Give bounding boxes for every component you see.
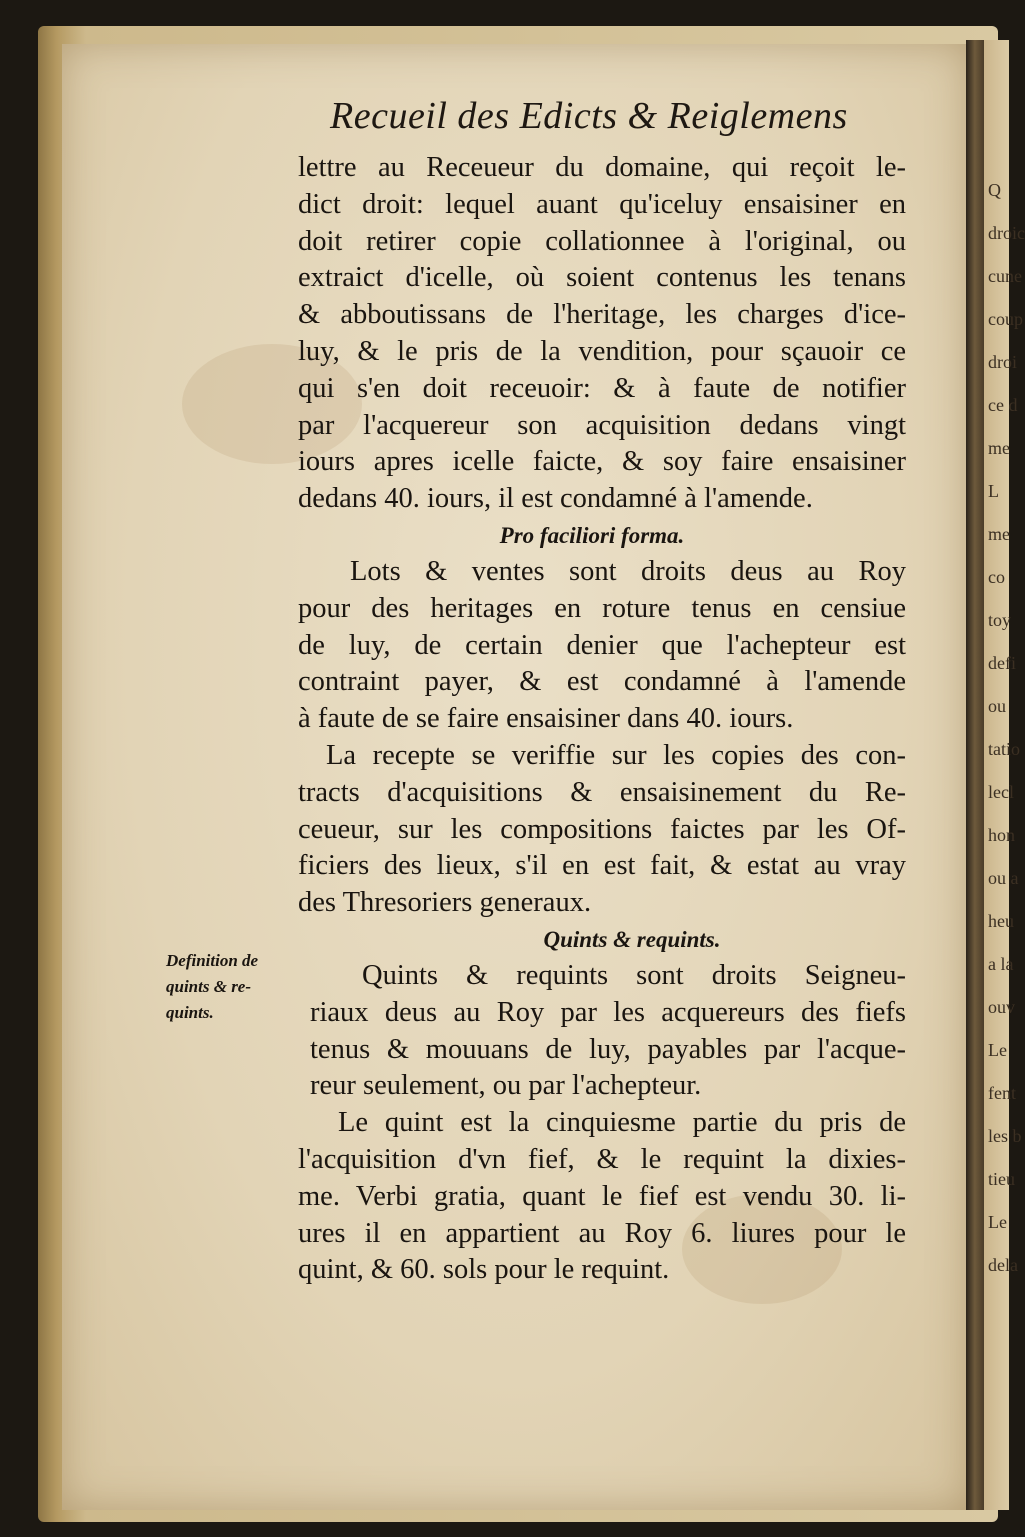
facing-page-fragment: Q (988, 180, 1001, 200)
facing-page-fragment: Le (988, 1212, 1007, 1232)
section-heading: Pro faciliori forma. (499, 522, 685, 548)
body-text (298, 150, 906, 1289)
facing-page-fragment: dela (988, 1255, 1018, 1275)
section-heading: Quints & requints. (543, 926, 721, 952)
text-line: quint, & 60. sols pour le requint. (298, 1254, 670, 1286)
text-line: de luy, de certain denier que l'achepteur est (298, 629, 906, 661)
text-line: Lots & ventes sont droits deus au Roy (350, 555, 906, 587)
text-line: doit retirer copie collationnee à l'original, ou (298, 225, 906, 257)
margin-note-line: Definition de (166, 951, 259, 970)
facing-page-fragment: co (988, 567, 1005, 587)
text-line: extraict d'icelle, où soient contenus les tenans (298, 262, 906, 294)
text-line: pour des heritages en roture tenus en censiue (298, 592, 906, 624)
paragraph-lots-ventes (298, 554, 906, 738)
facing-page-fragment: L (988, 481, 999, 501)
text-line: reur seulement, ou par l'achepteur. (310, 1070, 702, 1102)
text-line: des Thresoriers generaux. (298, 887, 592, 919)
facing-page-fragment: a la (988, 954, 1014, 974)
facing-page-fragment: me (988, 438, 1010, 458)
margin-note-line: quints & re- (166, 977, 252, 996)
facing-page-fragment: ce d (988, 395, 1018, 415)
paragraph-quint-definition (298, 1105, 906, 1289)
text-line: ficiers des lieux, s'il en est fait, & estat au vray (298, 850, 906, 882)
text-line: par l'acquereur son acquisition dedans vingt (298, 409, 906, 441)
facing-page-fragment: me (988, 524, 1010, 544)
text-line: iours apres icelle faicte, & soy faire ensaisiner (298, 446, 906, 478)
facing-page-fragment: droi (988, 352, 1017, 372)
facing-page-fragment: Le (988, 1040, 1007, 1060)
paragraph-continuation (298, 150, 906, 518)
facing-page-fragment: tatio (988, 739, 1020, 759)
text-line: qui s'en doit receuoir: & à faute de notifier (298, 372, 906, 404)
text-line: Le quint est la cinquiesme partie du pris de (338, 1107, 906, 1139)
text-line: dict droit: lequel auant qu'iceluy ensaisiner en (298, 188, 906, 220)
text-line: riaux deus au Roy par les acquereurs des fiefs (310, 996, 906, 1028)
text-line: tenus & mouuans de luy, payables par l'acque- (310, 1033, 906, 1065)
margin-note (166, 948, 316, 1026)
paragraph-quints (310, 958, 906, 1105)
facing-page-fragment: ouv (988, 997, 1015, 1017)
text-line: ures il en appartient au Roy 6. liures pour le (298, 1217, 906, 1249)
facing-page-fragment: fent (988, 1083, 1016, 1103)
facing-page-fragment: ou a (988, 868, 1019, 888)
text-line: l'acquisition d'vn fief, & le requint la dixies- (298, 1143, 906, 1175)
facing-page-fragment: tieu (988, 1169, 1015, 1189)
facing-page-fragment: droic (988, 223, 1025, 243)
facing-page-fragment: hon (988, 825, 1015, 845)
facing-page-fragment: lecl (988, 782, 1014, 802)
facing-page-fragment: defi (988, 653, 1016, 673)
margin-note-line: quints. (166, 1003, 214, 1022)
facing-page-fragment: heu (988, 911, 1014, 931)
text-line: me. Verbi gratia, quant le fief est vendu 30. li- (298, 1180, 906, 1212)
facing-page-fragment: cune (988, 266, 1022, 286)
text-line: tracts d'acquisitions & ensaisinement du Re- (298, 776, 906, 808)
text-line: à faute de se faire ensaisiner dans 40. iours. (298, 703, 794, 735)
text-line: luy, & le pris de la vendition, pour sçauoir ce (298, 335, 906, 367)
text-line: ceueur, sur les compositions faictes par les Of- (298, 813, 906, 845)
facing-page-fragment: les b (988, 1126, 1022, 1146)
text-line: & abboutissans de l'heritage, les charges d'ice- (298, 299, 906, 331)
facing-page-edge (984, 40, 1025, 1510)
text-line: contraint payer, & est condamné à l'amende (298, 666, 906, 698)
text-line: Quints & requints sont droits Seigneu- (362, 959, 906, 991)
text-line: La recepte se veriffie sur les copies des con- (326, 739, 906, 771)
text-line: dedans 40. iours, il est condamné à l'amende. (298, 483, 813, 515)
facing-page-fragment: coup (988, 309, 1023, 329)
running-head: Recueil des Edicts & Reiglemens (330, 95, 848, 137)
facing-page-fragment: ou (988, 696, 1006, 716)
text-line: lettre au Receueur du domaine, qui reçoit le- (298, 152, 906, 183)
paragraph-recepte (298, 738, 906, 922)
facing-page-fragment: toy (988, 610, 1012, 630)
